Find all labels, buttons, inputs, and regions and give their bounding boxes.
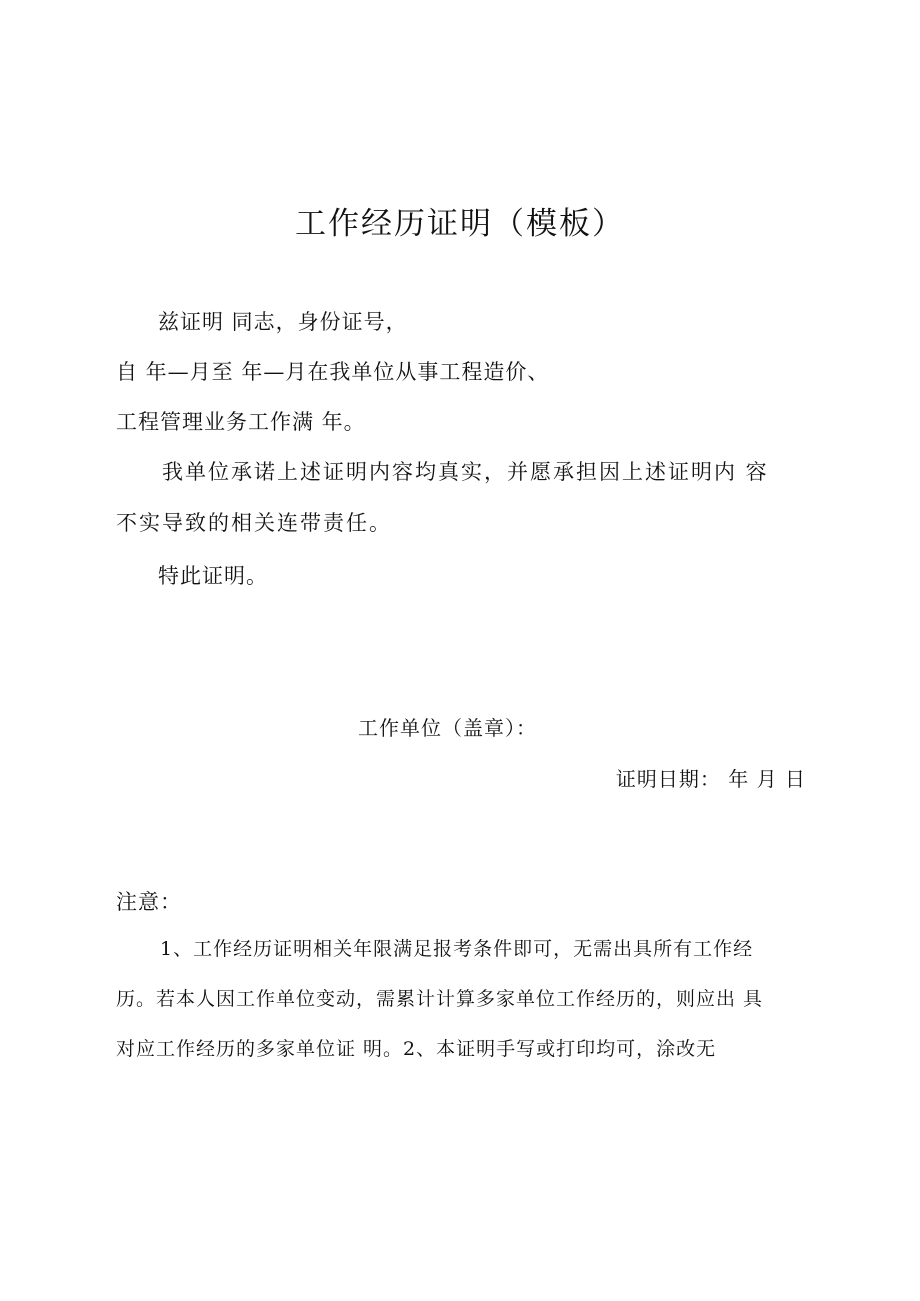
business-line: 工程管理业务工作满 年。 [116, 410, 366, 434]
promise-line-1: 我单位承诺上述证明内容均真实，并愿承担因上述证明内 容 [162, 460, 769, 484]
note-line-2: 历。若本人因工作单位变动，需累计计算多家单位工作经历的，则应出 具 [116, 988, 764, 1010]
note-line-1: 1、工作经历证明相关年限满足报考条件即可，无需出具所有工作经 [160, 938, 754, 960]
period-line: 自 年—月至 年—月在我单位从事工程造价、 [116, 360, 550, 384]
greeting-line: 兹证明 同志，身份证号， [158, 310, 408, 334]
document-title: 工作经历证明（模板） [295, 206, 625, 242]
promise-line-2: 不实导致的相关连带责任。 [116, 511, 392, 535]
note-line-3: 对应工作经历的多家单位证 明。2、本证明手写或打印均可，涂改无 [116, 1038, 717, 1060]
work-unit-seal-label: 工作单位（盖章）： [358, 716, 537, 740]
notes-heading: 注意： [116, 890, 182, 914]
hereby-line: 特此证明。 [158, 564, 268, 588]
certificate-date-label: 证明日期： 年 月 日 [615, 767, 806, 791]
